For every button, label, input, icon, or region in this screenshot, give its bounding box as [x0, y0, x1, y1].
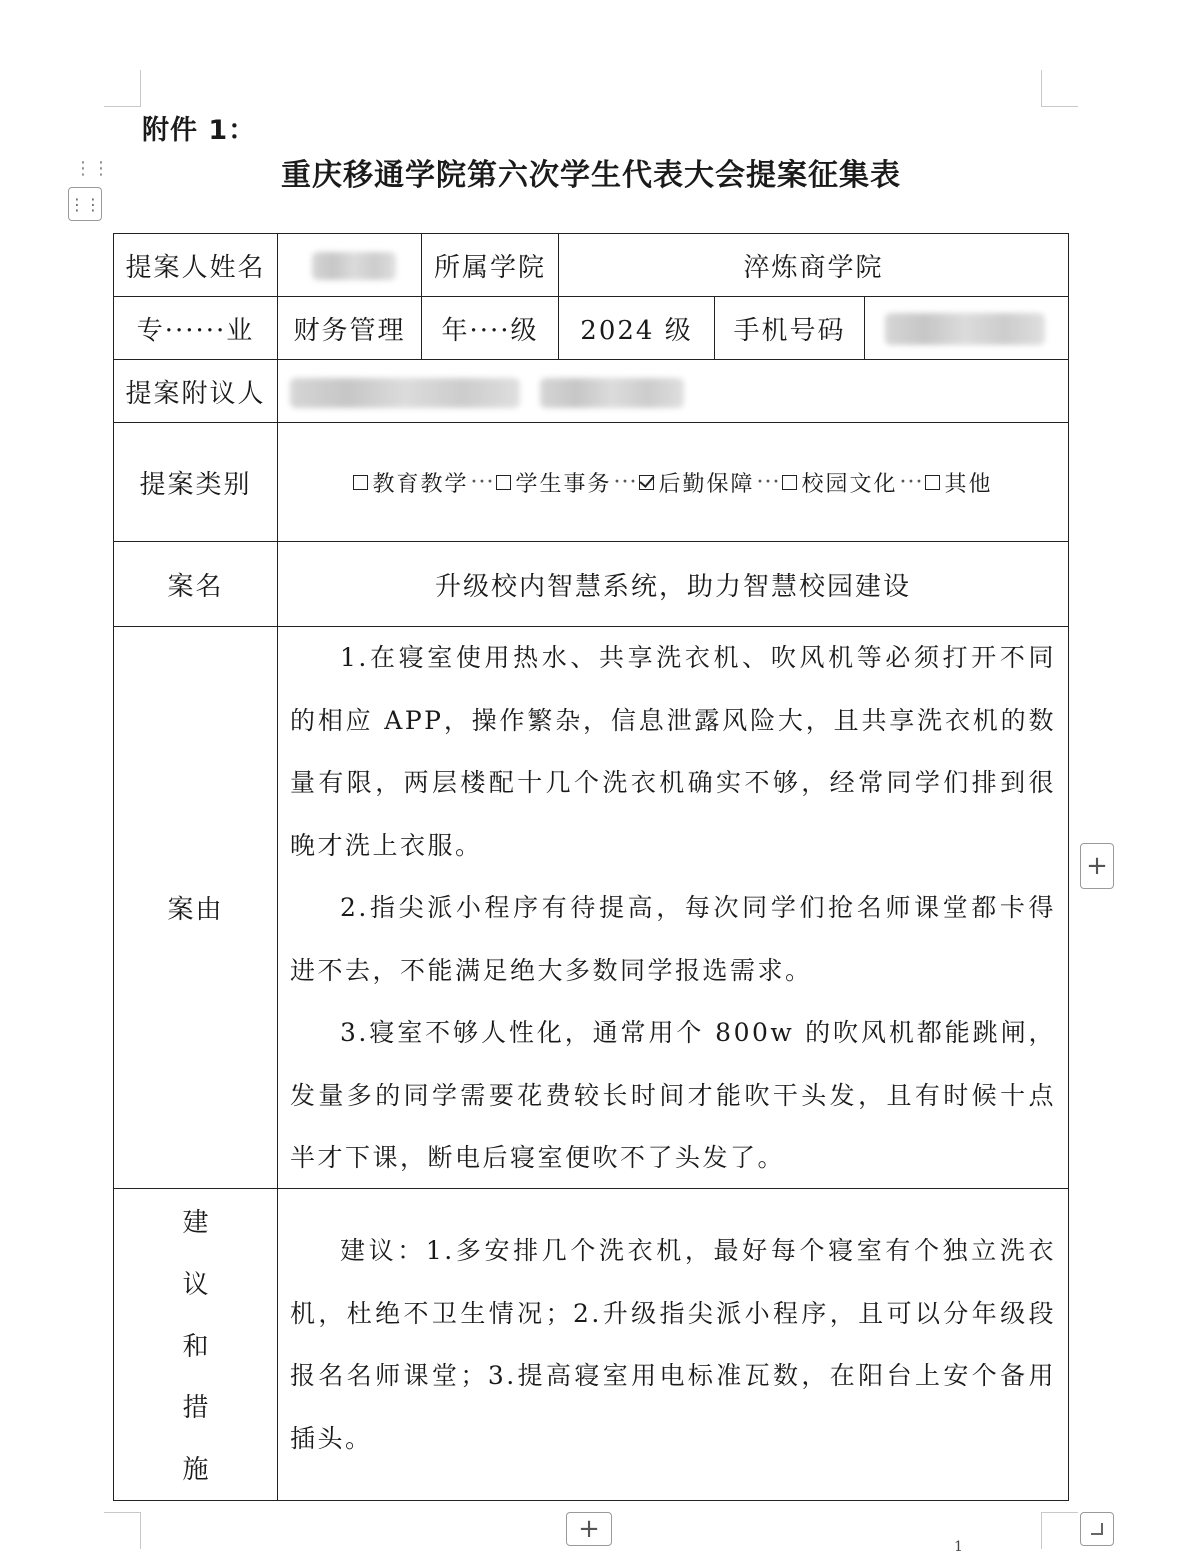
- major-label: 专······业: [136, 315, 255, 346]
- label-char: 和: [182, 1331, 209, 1362]
- separator: ···: [899, 470, 924, 495]
- proposer-name-value: [278, 234, 421, 296]
- option-label: 学生事务: [515, 472, 612, 497]
- page-corner-mark: [1041, 1512, 1078, 1549]
- redacted-name: [312, 252, 396, 280]
- case-reason-label: 案由: [167, 895, 224, 925]
- case-reason-text: [290, 627, 1056, 1190]
- table-move-handle-icon[interactable]: ⋮⋮: [68, 187, 102, 221]
- option-label: 教育教学: [372, 472, 469, 497]
- separator: ···: [613, 470, 638, 495]
- page-corner-mark: [1041, 70, 1078, 107]
- suggestions-label: [114, 1190, 277, 1500]
- proposer-name-label: 提案人姓名: [125, 252, 266, 283]
- resize-corner-glyph: [1091, 1523, 1103, 1535]
- seconder-value: [278, 360, 1068, 422]
- phone-value: [865, 297, 1068, 359]
- case-name-value: 升级校内智慧系统，助力智慧校园建设: [434, 571, 911, 602]
- table-border: [113, 1500, 1069, 1501]
- major-value: 财务管理: [293, 315, 406, 346]
- checkbox-icon[interactable]: [353, 475, 368, 490]
- checked-checkbox-icon[interactable]: [639, 475, 654, 490]
- grade-label: 年····级: [441, 315, 539, 346]
- reason-paragraph: 1.在寝室使用热水、共享洗衣机、吹风机等必须打开不同的相应 APP，操作繁杂，信息泄露风险大，且共享洗衣机的数量有限，两层楼配十几个洗衣机确实不够，经常同学们排到很晚才洗上衣服。: [290, 643, 1056, 860]
- page-number: 1: [954, 1539, 963, 1555]
- redacted-seconders: [290, 378, 520, 408]
- table-resize-icon[interactable]: [1080, 1512, 1114, 1546]
- page-corner-mark: [104, 70, 141, 107]
- seconder-label: 提案附议人: [125, 378, 266, 409]
- category-label: 提案类别: [139, 469, 252, 500]
- suggestion-paragraph: 建议：1.多安排几个洗衣机，最好每个寝室有个独立洗衣机，杜绝不卫生情况；2.升级指尖派小程序，且可以分年级段报名名师课堂；3.提高寝室用电标准瓦数，在阳台上安个备用插头。: [290, 1236, 1056, 1453]
- option-label: 校园文化: [801, 472, 898, 497]
- phone-label: 手机号码: [733, 315, 846, 346]
- category-option[interactable]: [782, 467, 897, 498]
- drag-handle-icon[interactable]: ⋮⋮: [74, 158, 110, 179]
- checkbox-icon[interactable]: [925, 475, 940, 490]
- label-char: 议: [182, 1269, 209, 1300]
- option-label: 其他: [944, 472, 993, 497]
- grade-value: 2024 级: [580, 315, 693, 346]
- document-title: 重庆移通学院第六次学生代表大会提案征集表: [281, 158, 901, 193]
- suggestions-text: [290, 1220, 1056, 1470]
- redacted-seconders: [540, 378, 684, 408]
- page-corner-mark: [104, 1512, 141, 1549]
- add-row-button[interactable]: +: [566, 1512, 612, 1546]
- reason-paragraph: 3.寝室不够人性化，通常用个 800w 的吹风机都能跳闸，发量多的同学需要花费较长时间才能吹干头发，且有时候十点半才下课，断电后寝室便吹不了头发了。: [290, 1018, 1056, 1172]
- add-column-button[interactable]: +: [1080, 843, 1114, 889]
- category-option[interactable]: [496, 467, 611, 498]
- label-char: 施: [182, 1455, 209, 1485]
- label-char: 措: [182, 1393, 209, 1424]
- reason-paragraph: 2.指尖派小程序有待提高，每次同学们抢名师课堂都卡得进不去，不能满足绝大多数同学报选需求。: [290, 893, 1056, 985]
- attachment-label: 附件 1：: [142, 115, 257, 146]
- separator: ···: [756, 470, 781, 495]
- college-label: 所属学院: [433, 252, 546, 283]
- category-options: [278, 424, 1068, 541]
- checkbox-icon[interactable]: [782, 475, 797, 490]
- checkbox-icon[interactable]: [496, 475, 511, 490]
- category-option[interactable]: [925, 467, 992, 498]
- category-option[interactable]: [639, 467, 754, 498]
- separator: ···: [470, 470, 495, 495]
- college-value: 淬炼商学院: [743, 252, 884, 283]
- case-name-label: 案名: [167, 571, 224, 602]
- category-option[interactable]: [353, 467, 468, 498]
- option-label: 后勤保障: [658, 472, 755, 497]
- table-border: [1068, 233, 1069, 1501]
- label-char: 建: [182, 1208, 209, 1238]
- redacted-phone: [885, 313, 1045, 345]
